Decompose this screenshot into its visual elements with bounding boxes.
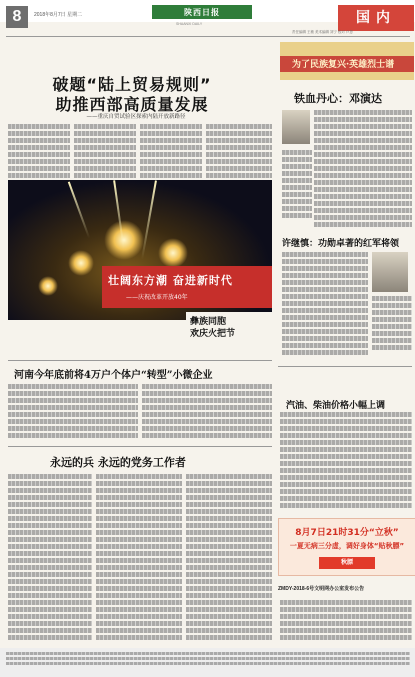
page-number: 8 bbox=[6, 6, 28, 28]
ad-line-2: 一夏无病三分虚，调好身体“贴秋膘” bbox=[289, 542, 405, 550]
soldier-text-2 bbox=[96, 474, 182, 644]
story-title-deng: 铁血丹心：邓演达 bbox=[294, 92, 382, 105]
deng-text bbox=[314, 110, 412, 230]
page-footer bbox=[0, 648, 415, 677]
anniversary-banner bbox=[102, 266, 272, 308]
portrait-deng bbox=[282, 110, 310, 144]
lead-text-col-1 bbox=[8, 124, 70, 178]
xu-text bbox=[282, 252, 368, 360]
issue-date: 2018年8月7日 星期二 bbox=[34, 12, 83, 18]
banner-title: 壮阔东方潮 奋进新时代 bbox=[108, 274, 233, 287]
lead-text-col-3 bbox=[140, 124, 202, 178]
section-rule-3 bbox=[278, 366, 412, 367]
fuel-text bbox=[280, 412, 412, 512]
footer-text bbox=[6, 652, 410, 667]
portrait-xu bbox=[372, 252, 408, 292]
xu-text-2 bbox=[372, 296, 412, 360]
section-rule-2 bbox=[8, 446, 272, 447]
story-title-xu: 许继慎：功勋卓著的红军将领 bbox=[282, 239, 400, 249]
solar-term-ad bbox=[278, 518, 415, 576]
story-title-henan: 河南今年底前将4万户个体户“转型”小微企业 bbox=[14, 370, 213, 381]
notice-text bbox=[280, 600, 412, 644]
notice-title: ZMDY-2018-6号文明网办公室发布公告 bbox=[278, 586, 365, 592]
lead-headline-1: 破题“陆上贸易规则” bbox=[52, 75, 212, 94]
ad-badge: 秋膘 bbox=[319, 557, 375, 569]
ad-line-1: 8月7日21时31分“立秋” bbox=[295, 528, 399, 538]
soldier-text-3 bbox=[186, 474, 272, 644]
photo-caption-title-2: 欢庆火把节 bbox=[190, 329, 236, 339]
section-rule bbox=[8, 360, 272, 361]
caption-box bbox=[186, 312, 272, 354]
hero-feature-banner bbox=[280, 42, 414, 80]
hero-feature-title: 为了民族复兴·英雄烈士谱 bbox=[292, 60, 395, 70]
lead-subhead: ——重庆自贸试验区探索内陆开放新路径 bbox=[86, 114, 186, 120]
soldier-text-1 bbox=[8, 474, 92, 644]
section-label: 国内 bbox=[338, 5, 414, 31]
paper-url: SHAANXI DAILY bbox=[176, 22, 203, 26]
photo-caption-title-1: 彝族同胞 bbox=[190, 317, 227, 327]
henan-text-1 bbox=[8, 384, 138, 440]
masthead-rule bbox=[6, 36, 410, 37]
henan-text-2 bbox=[142, 384, 272, 440]
paper-logo: 陕西日报 bbox=[152, 5, 252, 19]
deng-text-2 bbox=[282, 150, 312, 230]
lead-text-col-2 bbox=[74, 124, 136, 178]
story-title-fuel: 汽油、柴油价格小幅上调 bbox=[286, 401, 386, 411]
lead-headline-2: 助推西部高质量发展 bbox=[55, 95, 209, 114]
story-title-soldier: 永远的兵 永远的党务工作者 bbox=[50, 456, 186, 469]
banner-subtitle: ——庆祝改革开放40年 bbox=[126, 294, 188, 301]
editors-credit: 责任编辑 王敏 美术编辑 刘宁 校对 卢思 bbox=[292, 30, 353, 34]
lead-text-col-4 bbox=[206, 124, 272, 178]
